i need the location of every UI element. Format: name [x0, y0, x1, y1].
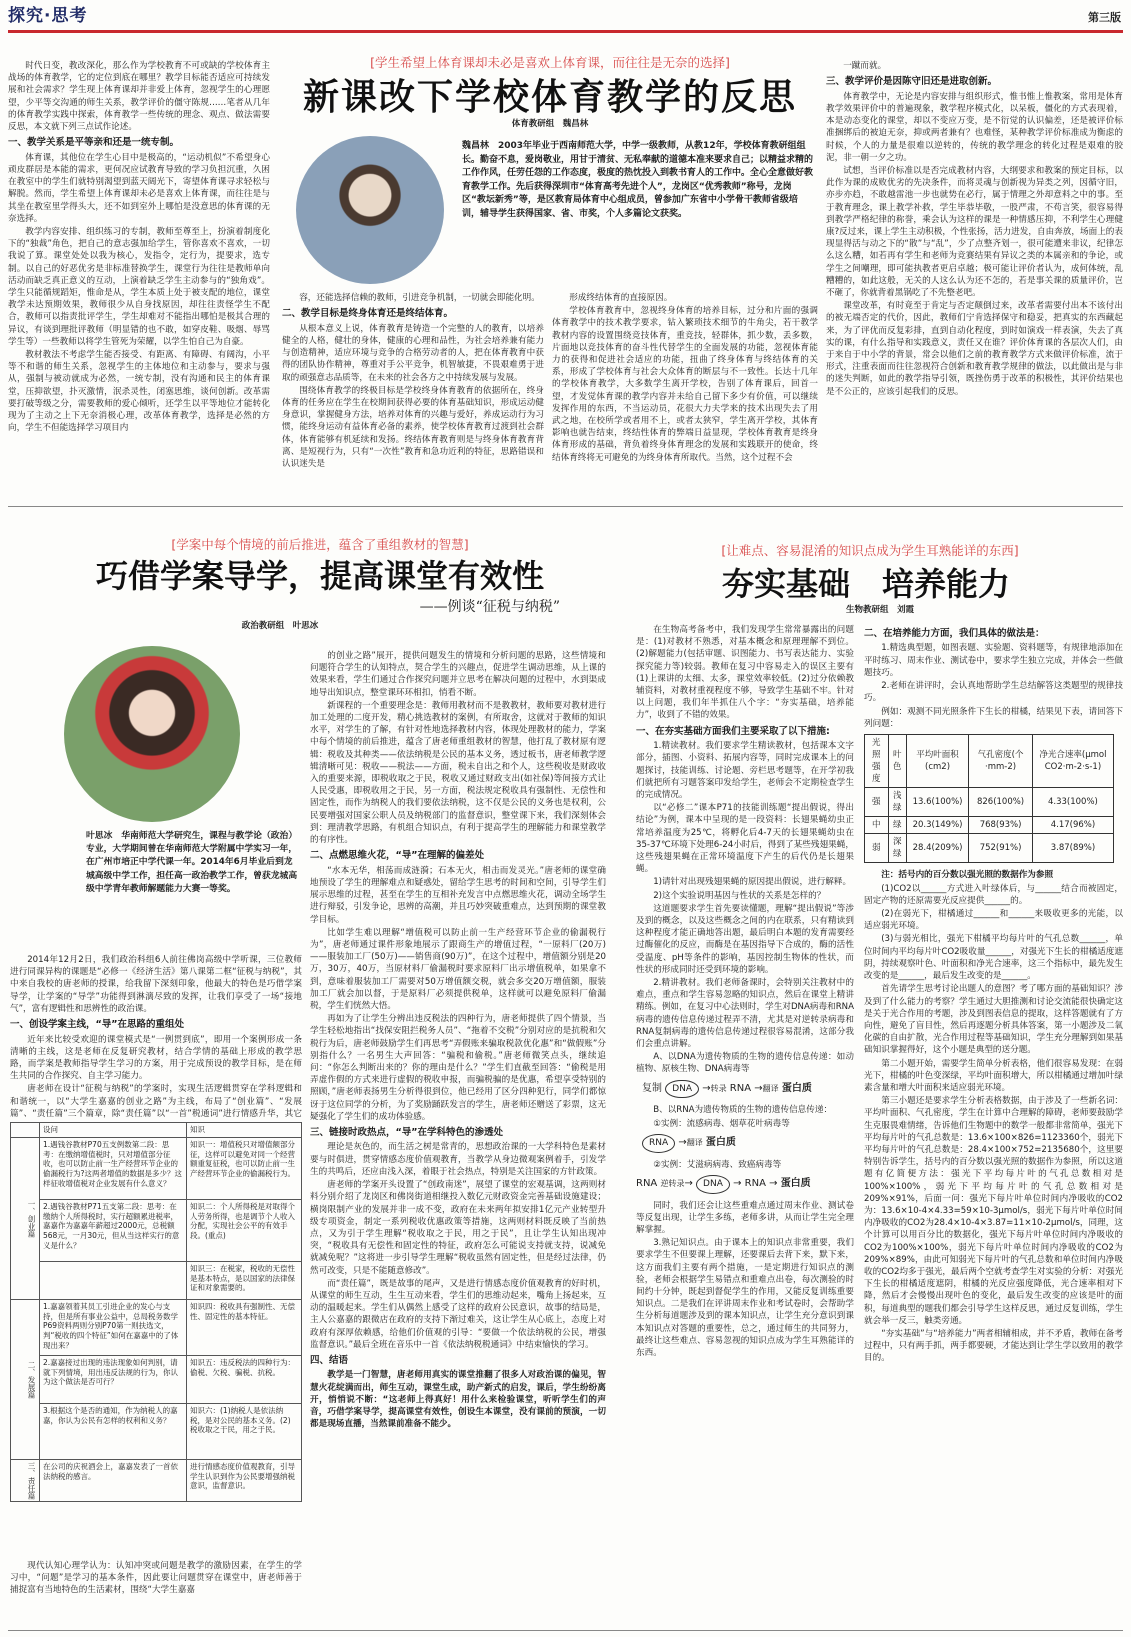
arrow-icon: → [702, 1082, 711, 1094]
article2-col1 [10, 954, 302, 1120]
article2-heading: 一、创设学案主线，“导”在思路的重组处 [10, 1019, 184, 1031]
footer-rule [8, 1630, 1123, 1631]
table-header-cell: 叶色 [888, 734, 906, 787]
article3-paragraph: 注：括号内的百分数以强光照的数据作为参照 [881, 870, 1054, 881]
article3-paragraph: 1)请针对出现残翅果蝇的原因提出假说，进行解释。 [653, 877, 852, 888]
article3-paragraph: 2.老师在讲评时，会认真地帮助学生总结解答这类题型的规律技巧。 [864, 681, 1123, 704]
section-divider [8, 506, 1123, 507]
diagram-label: 复制 [642, 1082, 662, 1094]
article3-paragraph: 这道题要求学生首先要读懂题，理解“提出假说”等涉及到的概念，以及这些概念之间的内在联系，只有精读到这种程度才能正确地答出题，最后明白本题的发育需要经过酶催化的反应，而酶是在基因指导下合成的，酶的活性受温度、pH等条件的影响，基因控制生物体的性状，而性状的形成同时还受到环境的影响。 [636, 903, 854, 975]
author-photo-weichanglin [296, 136, 444, 284]
article1-heading: 一、教学关系是平等亲和还是一统专制。 [8, 137, 180, 149]
table-cell: 1.嘉嘉领着其员工引进企业的发心与支持，但是所有事业公益中，总局税务数学P69资料两则分别P70第一则扶选文，判“税收的四个特征”如何在嘉嘉中的了体现出来？ [40, 1299, 187, 1355]
article1-paragraph: 形成终结体育的直接原因。 [569, 293, 673, 303]
table-cell: 三、责任篇 [11, 1459, 40, 1502]
table-cell: 一、创业篇 [11, 1137, 40, 1299]
diagram-node: RNA [729, 1082, 752, 1094]
article3-paragraph: 以“必修二”课本P71的技能训练题“提出假说，得出结论”为例，课本中呈现的是一段资料：长翅果蝇幼虫正常培养温度为25℃，将孵化后4-7天的长翅果蝇幼虫在35-37℃环境下处理6-24小时后，得到了某些残翅果蝇，这些残翅果蝇在正常环境温度下产生的后代仍是长翅果蝇。 [636, 803, 854, 875]
article3-paragraph: ①实例：流感病毒、烟草花叶病毒等 [653, 1118, 790, 1129]
table-cell: 知识二：个人所得税是对取得个人劳务所得，也是调节个人收入分配，实现社会公平的有效手段。(重点) [187, 1199, 302, 1261]
article3-paragraph: “夯实基础”与“培养能力”两者相辅相成，并不矛盾，教师在备考过程中，只有两手抓，两手都要硬，才能达到让学生学以致用的教学目的。 [864, 1328, 1123, 1364]
table-row [11, 1261, 302, 1299]
article1-paragraph: 时代日变，教改深化，那么作为学校教育不可或缺的学校体育主战场的体育教学，它的定位到底在哪里？教学目标能否适应可持续发展和社会需求？学生现上体育课却并非爱上体育，忽视学生的心理愿望，少平等交沟通的师生关系，教学评价的僵守陈规……笔者从几年的体育教学实践中探索，体育教学一些传统的理念、观点、做法需要反思，本文就下列三点试作论述。 [8, 61, 270, 133]
article2-paragraph: 近年来比较受欢迎的课堂模式是“一例贯到底”，即用一个案例形成一条清晰的主线，这是老师在反复研究教材，结合学情的基础上形成的教学思路，而学案是教师指导学生学习的方案，用于完成预设的教学目标，是在师生共同的合作探究、自主学习能力。 [10, 1034, 302, 1082]
table-cell: 3.87(89%) [1032, 834, 1113, 863]
article3-col2 [864, 624, 1123, 1632]
article3-paragraph: 同时，我们还会让这些重难点通过周末作业、测试卷等反复出现，让学生多练，老师多讲，从而让学生完全理解掌握。 [636, 1200, 854, 1235]
section-title: 探究·思考 [8, 6, 88, 26]
article1-lead: [学生希望上体育课却未必是喜欢上体育课，而往往是无奈的选择] [370, 55, 730, 70]
article1-paragraph: 容，还能选择信赖的教师，引进竞争机制，一切就会即能化明。 [299, 293, 540, 303]
table-cell: 二、发展篇 [11, 1299, 40, 1459]
arrow-icon: → [684, 1177, 693, 1189]
table-cell: 826(100%) [969, 788, 1033, 817]
article2-author: 政治教研组 叶思冰 [241, 621, 319, 631]
diagram-node: 蛋白质 [781, 1082, 812, 1094]
diagram-label: 翻译 [762, 1083, 779, 1093]
arrow-icon: → [678, 1136, 687, 1148]
article3-paragraph: 在生物高考备考中，我们发现学生常常暴露出的问题是：(1)对教材不熟悉，对基本概念和原理理解不到位。(2)解题能力(包括审题、识图能力、书写表达能力、实验探究能力等)较弱。教师在复习中容易走入的误区主要有(1)上课讲的太细、太多，课堂效率较低。(2)过分依赖教辅资料，对教材重视程度不够，导致学生基础不牢。针对以上问题，我们年半抓住八个字：“夯实基础，培养能力”，收到了不错的效果。 [636, 625, 854, 721]
arrow-icon: → [733, 1177, 742, 1189]
lesson-table-wrap [10, 1122, 302, 1552]
article3-paragraph: 1.精读教材。我们要求学生精读教材，包括课本文字部分，插图、小资料、拓展内容等，同时完成课本上的问题探讨，技能训练、讨论题、旁栏思考题等，在开学初我们就把所有习题答案印发给学生，老师会不定期检查学生的完成情况。 [636, 741, 854, 800]
article1-paragraph: 体育课，其他位在学生心目中是极高的，“运动机似”不希望身心顽皮群居是本能的需求，更何况应试教育导致的学习负担沉重，久困在教室中的学生们就特别渴望到蓝天阔光下，寄望体育课寻求轻松与解脱。然而，学生希望上体育课却未必是喜欢上体育课，而往往是与其坐在教室里学得头大，还不如到室外上哪怕是没意思的体育课的无奈选择。 [8, 152, 270, 224]
author-photo-yesibing [64, 646, 240, 822]
article3-paragraph: 第三小题还是要求学生分析表格数据，由于涉及了一些新名词：平均叶面积、气孔密度，学生在计算中合理解的障碍，老师要鼓励学生克服畏难情绪，告诉他们生物题中的数学一般都非常简单，强光下平均每片叶的气孔总数是：13.6×100×826=1123360个，弱光下平均每片叶的气孔总数是：28.4×100×752=2135680个，这里要特别告诉学生，括号内的百分数以强光照的数据作为参照，所以这道题有亿简便方法：强光下平均每片叶的气孔总数相对是100%×100%，弱光下平均每片叶的气孔总数相对是209%×91%，后面一问：强光下每片叶单位时间内净吸收的CO2为：13.6×10-4×4.33=59×10-3μmol/s，弱光下每片叶单位时间内净吸收的CO2为28.4×10-4×3.87=11×10-2μmol/s，同理，这个计算可以用百分比的数据化，强光下每片叶单位时间内净吸收的CO2为100%×100%，弱光下每片叶单位时间内净吸收的CO2为209%×89%，由此可知弱光下每片叶的气孔总数和单位时间内净吸收的CO2均多于强光，最后两个空就考查学生对实验的分析：对强光下生长的柑橘适度遮阴，柑橘的光反应强度降低，光合速率相对下降，然后才会慢慢出现叶色的变化，最后发生改变的应该是叶的面积，每道典型的题我们都会引导学生这样反思，通过反复训练，学生就会举一反三，触类旁通。 [864, 1096, 1123, 1326]
article1-paragraph: 围绕体育教学的终极目标是学校终身体育教育的依据所在，终身体育的任务应在学生在校期间获得必要的体育基础知识，形成运动健身意识，掌握健身方法，培养对体育的兴趣与爱好，养成运动行为习惯，能终身运动有益体育必备的素养，使学校体育教育过渡到社会群体，体育能够有机延续和发扬。终结体育教育则是与终身体育教育背离、是短视行为，只有“一次性”教育和急功近利的特征，思路错误和认识迷失是 [282, 385, 544, 469]
table-cell: 768(93%) [969, 817, 1033, 834]
header-rule [8, 30, 1123, 33]
table-cell: 知识五：违反税法的四种行为：偷税、欠税、骗税、抗税。 [187, 1355, 302, 1403]
table-cell: 1.遇钱谷教材P70五支例数第二段：思考：在缴纳增值税时，只对增值部分征收，也可以防止前一生产经营环节企业的偷漏税行为?这两者增值的数据是多少？这样征收增值税对企业发展有什么意义？ [40, 1137, 187, 1199]
diagram-label: 逆转录 [660, 1178, 685, 1188]
article3-paragraph: ②实例：艾滋病病毒、致癌病毒等 [653, 1159, 782, 1170]
article1-paragraph: 教学内容安排、组织练习的专制，教师至尊至上，扮演着制度化下的“独裁”角色，把自己的意志强加给学生，管你喜欢不喜欢，一切我说了算。课堂处处以我为核心，发指令，定行为，提要求，选专制。以自己的好恶优劣是非标准替换学生，课堂行为往往是教师单向活动而缺乏真正意义的互动，上演着缺乏学生主动参与的“独角戏”。学生只能循规蹈矩，惟命是从，学生本质上处于被支配的地位，课堂教学未达预期效果，教师很少从自身找原因，却往往责怪学生不配合，教师可以指责批评学生，学生却难对不能指出哪怕是极其合理的异议，有谈到理批评教师（明显错的也不敢，如穿皮鞋、吸烟、辱骂学生等）一些教师以将学生管死为荣耀，以学生怕自己为自豪。 [8, 226, 270, 347]
article3-paragraph: 2.精讲教材。我们老师备课时，会特别关注教材中的难点，重点和学生容易忽略的知识点，然后在课堂上精讲精练。例如，在复习中心法则时，学生对DNA病毒和RNA病毒的遗传信息传递过程弄不清，尤其是对逆转录病毒和RNA复制病毒的遗传信息传递过程很容易混淆，这部分我们会重点讲解。 [636, 977, 854, 1049]
article3-paragraph: 例如：观测不同光照条件下生长的柑橘，结果见下表，请回答下列问题： [864, 706, 1123, 729]
article2-paragraph: 而“责任篇”，既是故事的尾声，又是进行情感态度价值观教育的好时机，从课堂的师生互动，生生互动来看，学生们的思维动起来，嘴角上扬起来，互动的温暖起来。学生们从偶然上感受了这样的政府公民意识，故事的结局是，主人公嘉嘉的跟微店在政府的支持下渐过难关，这让学生从心底上，态度上对政府有深厚依赖感，给他们价值观的引导：“要做一个依法纳税的公民，增强监督意识。”最后全班在音乐中一首《依法纳税税通词》中结束愉快的学习。 [310, 1278, 606, 1350]
article1-bio: 魏昌林 2003年毕业于西南师范大学，中学一级教师，从教12年，学校体育教研组组长。勤奋不息，爱岗敬业，用甘于清贫、无私奉献的道德本准来要求自己；以精益求精的工作作风，任劳任怨的工作态度，极度的热忱投入到教书育人的工作中。全心全意做好教育教学工作。先后获得深圳市“体育高考先进个人”，龙岗区“优秀教师”称号，龙岗区“教坛新秀”等，是区教育局体育中心组成员，曾参加广东省中小学骨干教师省级培训，辅导学生获得国家、省、市奖，个人多篇论文获奖。 [462, 141, 814, 219]
reverse-flow-diagram [636, 1175, 854, 1194]
article2-heading: 二、点燃思维火花，“导”在理解的偏差处 [310, 850, 484, 862]
article1-paragraph: 教材教法不考虑学生能否接受、有距离、有障碍、有阔沟，小平等不和谐的师生关系，忽视学生的主体地位和主动参与，要求与强从，强制与被动就成为必然，一统专制，没有沟通和民主的体育课堂，压抑欲望，扑灭激情，泯杀灵性，闭塞思维，谈何创新。改革需要打破等级之分，需要教师的爱心倾听，还学生以平等地位才能转化现为了主动之上下无奈消极心理，改革体育教学，选择是必然的方向，学生不但能选择学习项目内 [8, 349, 270, 434]
article3-paragraph: (2)在弱光下，柑橘通过______和______来吸收更多的光能，以适应弱光环境。 [864, 909, 1123, 932]
article2-paragraph: 教学是一门智慧，唐老师用真实的课堂推翻了很多人对政治课的偏见，智慧火花绽满而出，师生互动，课堂生成，助产新式的启发，课后，学生纷纷离开，悄悄说不断：“这老师上得真好！用什么来检验课堂，听听学生们的声音，巧借学案导学，提高课堂有效性，创设生本课堂，没有课前的预演，一切都是现场直播，当然课前准备不能少。 [310, 1370, 606, 1430]
article1-paragraph: 从根本意义上说，体育教育是铸造一个完整的人的教育，以培养健全的人格，健壮的身体，健康的心理和品性，为社会培养兼有能力与创造精神，适应环境与竞争的合格劳动者的人，把在体育教育中获得的团队协作精神，尊重对手公平竞争，机智敏捷，不畏艰难勇于进取的顽强意志品质等，在未来的社会各方之中持续发展与发展。 [282, 323, 544, 383]
diagram-label: 翻译 [686, 1137, 703, 1147]
article1-paragraph: 学校体育教育中，忽视终身体育的培养目标，过分和片面的强调体育教学中的技术教学要求，钻入繁琐技术细节的牛角尖，若干教学教材内容的设置围绕竞技体育，重竞技，轻群体，抓少数，丢多数，片面地以竞技体育的奋斗性代替学生的全面发展的功能，忽视体育能力的获得和促进社会适应的功能，扭曲了终身体育与终结体育的关系，形成了学校体育与社会大众体育的断层与不一致性。长达十几年的学校体育教学，大多数学生离开学校，告别了体育课后，回首一望，才发觉体育课的教学内容并未给自己留下多少有价值，可以继续发挥作用的东西，不当运动员，花很大力夫学来的技术出现失去了用武之地，在校所学或者用不上，或者太狭窄，学生离开学校，其体育影响也就告结束，终结性体育的弊端日益显现，学校体育教育是终身体育形成的基础，背负着终身体育理念的发展和实践联开的使命，终结体育终将无可避免的为终身体育所取代。当然，这个过程不会 [552, 306, 818, 463]
table-row [11, 1199, 302, 1261]
article3-paragraph: 1.精选典型题，如图表题、实验题、资料题等，有规律地添加在平时练习、周末作业、测试卷中，要求学生独立完成，并体会一些做题技巧。 [864, 643, 1123, 678]
table-header-cell: 光照强度 [865, 734, 889, 787]
article2-paragraph: 理论是灰色的，而生活之树是常青的，思想政治课的一大学科特色是素材要与时俱进，贯穿情感态度价值观教育，当教学从身边微观案例着手，引发学生的共鸣后，还应由浅入深，着眼于社会热点，特别是关注国家的方针政策。 [310, 1142, 606, 1177]
table-row [11, 1355, 302, 1403]
diagram-node: 蛋白质 [780, 1177, 811, 1189]
article2-paragraph: 唐老师在设计“征税与纳税”的学案时，实现生活逻辑贯穿在学科逻辑和和谐统一，以“大学生嘉嘉的创业之路”为主线，布局了“创业篇”、“发展篇”、“责任篇”三个篇章，除“责任篇”以“一首”税通词”进行情感升华，其它 [10, 1084, 302, 1119]
article2-paragraph: 的创业之路”展开，提供问题发生的情境和分析问题的思路，这些情境和问题符合学生的认知特点，契合学生的兴趣点，促进学生调动思维，从上课的效果来看，学生们通过合作探究问题并立思考在解决问题的过程中，水到渠成地导出知识点，整堂课环环相扣，悄看不断。 [310, 651, 606, 698]
table-cell: 深绿 [888, 834, 906, 863]
table-cell: 绿 [888, 817, 906, 834]
table-cell: 弱 [865, 834, 889, 863]
table-cell: 强 [865, 788, 889, 817]
article1-heading: 二、教学目标是终身体育还是终结体育。 [282, 308, 454, 320]
article1-col1 [8, 60, 270, 495]
article1-paragraph: 一蹴而就。 [843, 61, 887, 71]
diagram-node: RNA [744, 1177, 766, 1189]
table-row [865, 788, 1114, 817]
table-cell: 28.4(209%) [906, 834, 968, 863]
table-row [11, 1137, 302, 1199]
table-cell: 3.根据这个是否的通知，作为纳税人的嘉嘉，你认为公民有怎样的权利和义务？ [40, 1403, 187, 1459]
article2-bio: 叶思冰 华南师范大学研究生，课程与教学论（政治）专业，大学期间曾在华南师范大学附属中学实习一年，在广州市培正中学代课一年。2014年6月毕业后到龙城高级中学工作，担任高一政治教学工作，曾获龙城高级中学青年教师解题能力大赛一等奖。 [86, 831, 298, 894]
article3-heading: 一、在夯实基础方面我们主要采取了以下措施: [636, 725, 830, 737]
article3-paragraph: A、以DNA为遗传物质的生物的遗传信息传递：如动植物、原核生物、DNA病毒等 [636, 1052, 854, 1075]
article1-paragraph: 试想，当评价标准以是否完成教材内容，大纲要求和教案的预定目标，以此作为课的成败优劣的先决条件，而将灵魂与创新视为异类之列，因循守旧，亦步亦趋，不敢越雷池一步也就势在必行，属于情理之外却意料之中的事。至于教育理念，课上教学补救，学生毕恭毕敬，一股严肃，不苟言笑，很容易得到教学严格纪律的称誉，乘会认为这样的课是一种情感压抑，不利学生心理健康?反过来，课上学生主动积极，个性张扬，活力进发，自由奔放，场面上的表现显得活与动之下的“散”与“乱”，少了点整齐划一，很可能遭来非议，纪律怎么这么糟，如若再有学生和老师为竞赛结果有异议之类的本属亲和的争论，或学生之间嘲理，即可能执教者更启卓越；极可能让评价者认为，成何体统，乱糟糟的，如此这般，无关的人这么认为还不怎的，若是事关课的质量评价，岂不砸了，你就背着黑锅吃了不先整老吧。 [826, 165, 1123, 298]
table-row [11, 1299, 302, 1355]
citrus-data-table [864, 734, 1114, 864]
article3-paragraph: 首先请学生思考讨论出题人的意图？考了哪方面的基础知识？涉及到了什么能力的考察？学生通过大胆推测和讨论交流能很快确定这是关于光合作用的考题，涉及到图表信息的提取，这样答题就有了方向性，避免了盲目性，然后再逐题分析具体答案，第一小题涉及二氧化碳的自由扩散，光合作用过程等基础知识，学生充分理解到如果基础知识掌握得好，这个小题是典型的送分题。 [864, 984, 1123, 1056]
article1-col2 [282, 292, 544, 497]
dna-flow-diagram [642, 1080, 854, 1099]
table-header-row [11, 1123, 302, 1138]
arrow-icon: → [769, 1177, 778, 1189]
article3-paragraph: (3)与弱光相比，强光下柑橘平均每片叶的气孔总数______，单位时间内平均每片叶CO2吸收量______，对强光下生长的柑橘适度遮阴，持续观察叶色、叶面积和净光合速率，这三个指标中，最先发生改变的是______，最后发生改变的是______。 [864, 934, 1123, 982]
table-cell: 中 [865, 817, 889, 834]
diagram-node: DNA [696, 1175, 730, 1194]
article2-col2 [310, 650, 606, 1632]
article2-paragraph: 新课程的一个重要理念是：教师用教材而不是教教材，教师要对教材进行加工处理的二度开发，精心挑选教材的案例，有所取舍，这就对于教师的知识水平，对学生的了解，有针对性地选择教材内容，体现处理教材的能力，学案中每个情境的前后推进，蕴含了唐老师重组教材的智慧，他打乱了教材原有逻辑：税收及其种类——依法纳税是公民的基本义务，透过板书，唐老师教学逻辑清晰可见：税收——税法——方面，税未自出之和个人，这些税收是财政收入的重要来源，即税收取之于民，税收又通过财政支出(如社保)等间接方式让人民受惠，即税收用之于民，另一方面，税法规定税收具有强制性、无偿性和固定性，而作为纳税人的我们要依法纳税，这不仅是公民的义务也是权利，公民要增强对国家公职人员及纳税部门的监督意识，整堂课下来，我们深刻体会到：理清教学思路，有机组合知识点，有利于提高学生的理解能力和课堂教学的有序性。 [310, 700, 606, 846]
table-header-cell: 知识 [187, 1123, 302, 1138]
rna-flow-diagram [642, 1134, 854, 1153]
article2-paragraph: 唐老师的学案开头设置了“创政南迷”，展望了课堂的宏观基调，这两则材料分别介绍了龙岗区和佛岗街道相继投入数亿元财政资金完善基础设施建设；横岗限制产业的发展并非一成不变，政府在未来两年拟安排1亿元产业转型升级专项资金，制定一系列税收优惠政策等措施，这两则材料既反映了当前热点，又为引于学生理解“税收取之于民，用之于民”，且让学生认知出现冲突，“税收具有无偿性和固定性的特征，政府怎么可能说支持就支持，说减免就减免呢？”这将进一步引导学生理解“税收虽然有固定性，但是经过法律，仍然可改变，只是不能随意修改”。 [310, 1180, 606, 1276]
table-row [11, 1459, 302, 1502]
article2-heading: 三、链接时政热点，“导”在学科特色的渗透处 [310, 1127, 503, 1138]
table-row [11, 1403, 302, 1459]
article2-lead: [学案中每个情境的前后推进，蕴含了重组教材的智慧] [171, 537, 469, 552]
diagram-node: 蛋白质 [705, 1136, 736, 1148]
table-cell: 知识四：税收具有强制性、无偿性、固定性的基本特征。 [187, 1299, 302, 1355]
table-header-row [865, 734, 1114, 787]
article1-paragraph: 体育教学中，无论是内容安排与组织形式，惟书惟上惟教案，常用是体育教学效果评价中的普遍现象，教学程序模式化，以呆板，僵化的方式表现着，本是动态变化的课堂，却以不变应万变，是不衍觉的认识偏差，还是被评价标准捆绑后的被迫无奈，抑或两者兼有？也难怪，某种教学评价标准成为衡虑的时候，个人的力量是很难以逆转的，传统的教学理念的转化过程是艰难的胶泥，非一朝一夕之功。 [826, 91, 1123, 163]
article2-bottom [10, 1560, 302, 1626]
article1-col4 [826, 60, 1123, 497]
table-header-cell [11, 1123, 40, 1138]
article3-paragraph: 2)这个实验说明基因与性状的关系是怎样的？ [653, 890, 826, 901]
article2-paragraph: 比如学生难以理解“增值税可以防止前一生产经营环节企业的偷漏税行为”，唐老师通过课件形象地展示了跟商生产的增值过程，“一原料厂(20万)——服装加工厂(50万)——销售商(90万)”，在这个过程中，增值额分别是20万，30万，40万，当原材料厂偷漏税时要求原料厂出示增值税单，如果拿不到，意味着服装加工厂需要对50万增值额交税，就会多交20万增值额，服装加工厂就会加以督，于是原料厂必须提供税单，这样就可以避免原料厂偷漏税，学生们恍然大悟。 [310, 927, 606, 1011]
article3-lead: [让难点、容易混淆的知识点成为学生耳熟能详的东西] [721, 543, 1019, 558]
table-row [865, 817, 1114, 834]
article3-paragraph: 第二小题开始，需要学生简单分析表格，他们很容易发现：在弱光下，柑橘的叶色变深绿，平均叶面积增大，所以柑橘通过增加叶绿素含量和增大叶面积来适应弱光环境。 [864, 1058, 1123, 1093]
article2-paragraph: “水本无华，相荡而成涟漪；石本无火，相击而发灵光。”唐老师的课堂确地预设了学生的理解难点和疑惑处，留给学生思考的时间和空间，引导学生们展示思维的过程，甚至在学生的互相补充发言中点燃思维火花，调动全场学生进行辩驳，引发争论，思辨的高潮，并且巧妙突破重难点，达到预期的课堂教学目标。 [310, 865, 606, 925]
table-header-cell: 气孔密度(个·mm-2) [969, 734, 1033, 787]
article3-paragraph: (1)CO2以______方式进入叶绿体后，与______结合而被固定，固定产物的还原需要光反应提供______的。 [864, 883, 1123, 906]
article2-subtitle: ——例谈“征税与纳税” [419, 599, 560, 615]
table-cell: 浅绿 [888, 788, 906, 817]
article2-paragraph: 现代认知心理学认为：认知冲突或问题是教学的激励因素，在学生的学习中，“问题”是学习的基本条件，因此要让问题贯穿在课堂中，唐老师善于捕捉富有当地特色的生活素材，围绕“大学生嘉嘉 [10, 1561, 302, 1596]
table-header-cell: 设问 [40, 1123, 187, 1138]
article2-paragraph: 再如为了让学生分辨出违反税法的四种行为，唐老师提供了四个情景，当学生轻松地指出“找保安阻拦税务人员”、“拖着不交税”分别对应的是抗税和欠税行为后，唐老师鼓励学生们再思考“弄假账来骗取税款优化惠”和“做假账”分别指什么？一名男生大声回答：“骗税和偷税。”唐老师微笑点头，继续追问：“你怎么判断出来的？你的理由是什么？”学生们直截至回答：“偷税是用弄虚作假的方式来进行虚假的税收申报，而骗税骗的是优惠，希望享受特别的照顾，”唐老师表扬男生分析得很到位，他已经用了区分四种犯行，同学们都惊讶于这位同学的分析，为了奖励踊跃发言的学生，唐老师还赠送了彩票，这无疑强化了学生们的成功体验感。 [310, 1014, 606, 1122]
article1-author: 体育教研组 魏昌林 [511, 119, 589, 129]
article3-author: 生物教研组 刘霞 [845, 605, 914, 615]
table-cell: 2.遇钱谷教材P71五支第二段：思考：在缴纳个人所得税时，实行超额累进税率，嘉嘉作为嘉嘉年薪超过2000元，总税额568元，一月30元，但从当这样实行的意义是什么？ [40, 1199, 187, 1261]
table-header-cell: 平均叶面积(cm2) [906, 734, 968, 787]
article2-title: 巧借学案导学，提高课堂有效性 [95, 557, 544, 595]
table-cell: 752(91%) [969, 834, 1033, 863]
table-header-cell: 净光合速率(μmol CO2·m-2·s-1) [1032, 734, 1113, 787]
table-cell: 知识六：(1)纳税人是依法纳税，是对公民的基本义务。(2)税收取之于民，用之于民。 [187, 1403, 302, 1459]
table-cell: 进行情感态度价值观教育，引导学生认识到作为公民要增强纳税意识，监督意识。 [187, 1459, 302, 1502]
table-row [865, 834, 1114, 863]
table-cell: 20.3(149%) [906, 817, 968, 834]
diagram-label: 转录 [710, 1083, 727, 1093]
page-number: 第三版 [1088, 11, 1121, 24]
article1-heading: 三、教学评价是因陈守旧还是进取创新。 [826, 76, 998, 88]
diagram-node: DNA [665, 1080, 699, 1099]
lesson-table [10, 1122, 302, 1502]
article2-heading: 四、结语 [310, 1354, 349, 1366]
table-cell: 在公司的庆祝酒会上，嘉嘉发表了一首依法纳税的感言。 [40, 1459, 187, 1502]
arrow-icon: → [754, 1082, 763, 1094]
diagram-node: RNA [636, 1177, 658, 1189]
table-cell: 4.17(96%) [1032, 817, 1113, 834]
table-cell [40, 1261, 187, 1299]
article3-title: 夯实基础 培养能力 [721, 565, 1010, 603]
table-cell: 知识三：在税家，税收的无偿性是基本特点，是以国家的法律保证和对象需要的。 [187, 1261, 302, 1299]
article1-col3 [552, 292, 818, 497]
article1-paragraph: 课堂改革，有时竟至于肯定与否定颠倒过来，改革者需要付出本不该付出的被无端否定的代价，因此，教师们宁肯选择保守和稳妥，把真实的东西藏起来，为了评优而反复彩排，直到自动化程度，到时如演戏一样表演，失去了真实的课，有什么指导和实践意义，责任又在谁？评价体育课的各层次人们，由于来自于中小学的背景，常会以他们之前的教育教学方式来做评价标准，流于形式，注重表面而往往忽视符合创新和教育教学规律的做法，以此做出是与非的迷失判断，如此的教学指导引领，既挫伤勇于改革的积极性，其评价结果也是不公正的，应该引起我们的反思。 [826, 301, 1123, 397]
table-cell: 知识一：增值税只对增值额部分征，这样可以避免对同一个经营额重复征税，也可以防止前一生产经营环节企业的偷漏税行为。 [187, 1137, 302, 1199]
article1-title: 新课改下学校体育教学的反思 [302, 76, 797, 118]
article3-paragraph: 3.熟记知识点。由于课本上的知识点非常重要，我们要求学生不但要课上理解，还要课后去背下来，默下来，这方面我们主要有两个措施，一是定期进行知识点的测验，老师会根据学生易错点和重难点出卷，每次测验的时间约十分钟，既起到督促学生的作用，又能反复训练重要知识点。二是我们在评讲周末作业和考试卷时，会帮助学生分析每道题涉及到的课本知识点，让学生充分意识到课本知识点对答题的重要性，总之，通过师生的共同努力，最终让这些难点、容易忽视的知识点成为学生耳熟能详的东西。 [636, 1238, 854, 1358]
table-cell: 2.嘉嘉接过出现的违法现象如何判别，请就下列情境，用出违反法规的行为，你认为这个做法是否可行？ [40, 1355, 187, 1403]
table-cell: 4.33(100%) [1032, 788, 1113, 817]
article3-paragraph: B、以RNA为遗传物质的生物的遗传信息传递： [653, 1105, 833, 1116]
article3-col1 [636, 624, 854, 1632]
table-cell: 13.6(100%) [906, 788, 968, 817]
article3-heading: 二、在培养能力方面，我们具体的做法是： [864, 628, 1045, 639]
diagram-node: RNA [642, 1134, 675, 1153]
article2-paragraph: 2014年12月2日，我们政治科组6人前往佛岗高级中学听课，三位教师进行同课异构的课题是“必修一《经济生活》第八课第二框“征税与纳税”，其中来自我校的唐老师的授课，给我留下深刻印象，他最大的特色是巧借学案导学，让学案的“导学”功能得到淋漓尽致的发挥，让我们享受了一场“接地气”，富有逻辑性和思辨性的政治课。 [10, 955, 302, 1014]
